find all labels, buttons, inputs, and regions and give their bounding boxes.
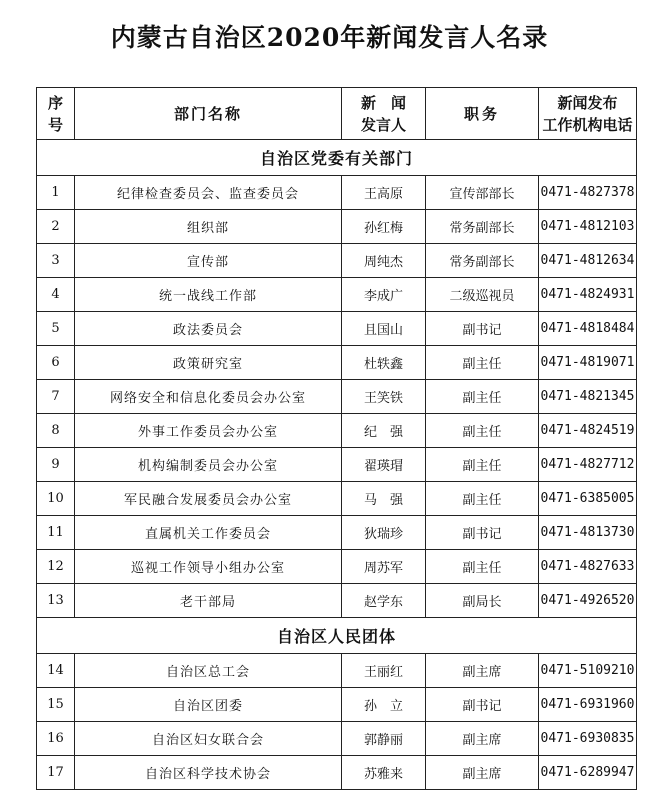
table-row	[37, 312, 637, 346]
cell-spokesperson: 赵学东	[342, 584, 426, 618]
cell-spokesperson: 孙 立	[342, 688, 426, 722]
cell-department: 巡视工作领导小组办公室	[75, 550, 342, 584]
cell-seq: 16	[37, 722, 75, 756]
spokesperson-table	[36, 87, 637, 790]
cell-position: 副主任	[426, 414, 539, 448]
cell-position: 常务副部长	[426, 244, 539, 278]
cell-position: 副主席	[426, 722, 539, 756]
table-row	[37, 688, 637, 722]
cell-position: 副主任	[426, 380, 539, 414]
cell-phone: 0471-4812103	[539, 210, 637, 244]
table-row	[37, 722, 637, 756]
cell-department: 自治区团委	[75, 688, 342, 722]
table-row	[37, 516, 637, 550]
cell-department: 直属机关工作委员会	[75, 516, 342, 550]
cell-seq: 7	[37, 380, 75, 414]
cell-position: 副书记	[426, 688, 539, 722]
cell-position: 二级巡视员	[426, 278, 539, 312]
cell-department: 自治区总工会	[75, 654, 342, 688]
cell-seq: 15	[37, 688, 75, 722]
cell-department: 外事工作委员会办公室	[75, 414, 342, 448]
table-row	[37, 550, 637, 584]
table-body	[37, 140, 637, 790]
cell-department: 组织部	[75, 210, 342, 244]
cell-position: 副主任	[426, 482, 539, 516]
cell-phone: 0471-4827378	[539, 176, 637, 210]
cell-seq: 5	[37, 312, 75, 346]
cell-position: 副主席	[426, 756, 539, 790]
cell-phone: 0471-4821345	[539, 380, 637, 414]
cell-phone: 0471-6930835	[539, 722, 637, 756]
cell-position: 常务副部长	[426, 210, 539, 244]
cell-spokesperson: 纪 强	[342, 414, 426, 448]
cell-seq: 13	[37, 584, 75, 618]
table-row	[37, 380, 637, 414]
header-phone-line1: 新闻发布	[557, 93, 618, 112]
cell-spokesperson: 李成广	[342, 278, 426, 312]
header-dept: 部门名称	[75, 88, 342, 140]
cell-spokesperson: 郭静丽	[342, 722, 426, 756]
header-position: 职务	[426, 88, 539, 140]
cell-spokesperson: 翟瑛瑁	[342, 448, 426, 482]
header-spokesperson	[342, 88, 426, 140]
table-row	[37, 244, 637, 278]
cell-department: 宣传部	[75, 244, 342, 278]
table-row	[37, 414, 637, 448]
cell-department: 自治区妇女联合会	[75, 722, 342, 756]
cell-spokesperson: 苏雅来	[342, 756, 426, 790]
cell-seq: 10	[37, 482, 75, 516]
cell-seq: 17	[37, 756, 75, 790]
section-row	[37, 618, 637, 654]
table-row	[37, 176, 637, 210]
section-title: 自治区人民团体	[37, 618, 637, 654]
cell-phone: 0471-4824519	[539, 414, 637, 448]
cell-position: 副书记	[426, 312, 539, 346]
cell-phone: 0471-4827712	[539, 448, 637, 482]
cell-seq: 8	[37, 414, 75, 448]
table-row	[37, 448, 637, 482]
cell-spokesperson: 周苏军	[342, 550, 426, 584]
cell-seq: 3	[37, 244, 75, 278]
cell-phone: 0471-4813730	[539, 516, 637, 550]
header-spokesperson-line2: 发言人	[360, 115, 406, 134]
cell-department: 网络安全和信息化委员会办公室	[75, 380, 342, 414]
cell-seq: 9	[37, 448, 75, 482]
cell-spokesperson: 周纯杰	[342, 244, 426, 278]
cell-position: 副书记	[426, 516, 539, 550]
cell-position: 副主席	[426, 654, 539, 688]
cell-phone: 0471-6289947	[539, 756, 637, 790]
cell-department: 军民融合发展委员会办公室	[75, 482, 342, 516]
header-phone	[539, 88, 637, 140]
cell-spokesperson: 王高原	[342, 176, 426, 210]
cell-phone: 0471-4926520	[539, 584, 637, 618]
cell-spokesperson: 马 强	[342, 482, 426, 516]
section-title: 自治区党委有关部门	[37, 140, 637, 176]
cell-seq: 11	[37, 516, 75, 550]
cell-position: 副局长	[426, 584, 539, 618]
cell-position: 副主任	[426, 448, 539, 482]
table-row	[37, 482, 637, 516]
cell-seq: 4	[37, 278, 75, 312]
cell-phone: 0471-6385005	[539, 482, 637, 516]
cell-department: 纪律检查委员会、监查委员会	[75, 176, 342, 210]
table-header-row	[37, 88, 637, 140]
cell-department: 老干部局	[75, 584, 342, 618]
cell-phone: 0471-5109210	[539, 654, 637, 688]
table-row	[37, 346, 637, 380]
table-row	[37, 210, 637, 244]
cell-phone: 0471-4819071	[539, 346, 637, 380]
cell-phone: 0471-6931960	[539, 688, 637, 722]
cell-seq: 6	[37, 346, 75, 380]
header-spokesperson-line1: 新 闻	[360, 93, 406, 112]
table-row	[37, 584, 637, 618]
cell-seq: 12	[37, 550, 75, 584]
table-row	[37, 654, 637, 688]
cell-phone: 0471-4818484	[539, 312, 637, 346]
cell-department: 政策研究室	[75, 346, 342, 380]
cell-phone: 0471-4824931	[539, 278, 637, 312]
section-row	[37, 140, 637, 176]
cell-department: 自治区科学技术协会	[75, 756, 342, 790]
cell-seq: 14	[37, 654, 75, 688]
header-seq-line1: 序	[47, 93, 63, 112]
cell-position: 副主任	[426, 346, 539, 380]
cell-phone: 0471-4827633	[539, 550, 637, 584]
cell-position: 宣传部部长	[426, 176, 539, 210]
cell-seq: 2	[37, 210, 75, 244]
cell-spokesperson: 且国山	[342, 312, 426, 346]
page-title: 内蒙古自治区2020年新闻发言人名录	[110, 23, 549, 52]
cell-spokesperson: 杜轶鑫	[342, 346, 426, 380]
cell-seq: 1	[37, 176, 75, 210]
cell-department: 机构编制委员会办公室	[75, 448, 342, 482]
header-seq-line2: 号	[47, 115, 63, 134]
cell-department: 政法委员会	[75, 312, 342, 346]
cell-spokesperson: 王丽红	[342, 654, 426, 688]
table-row	[37, 278, 637, 312]
table-row	[37, 756, 637, 790]
header-phone-line2: 工作机构电话	[542, 115, 633, 134]
header-seq	[37, 88, 75, 140]
cell-position: 副主任	[426, 550, 539, 584]
cell-department: 统一战线工作部	[75, 278, 342, 312]
cell-spokesperson: 王笑铁	[342, 380, 426, 414]
cell-phone: 0471-4812634	[539, 244, 637, 278]
cell-spokesperson: 狄瑞珍	[342, 516, 426, 550]
cell-spokesperson: 孙红梅	[342, 210, 426, 244]
